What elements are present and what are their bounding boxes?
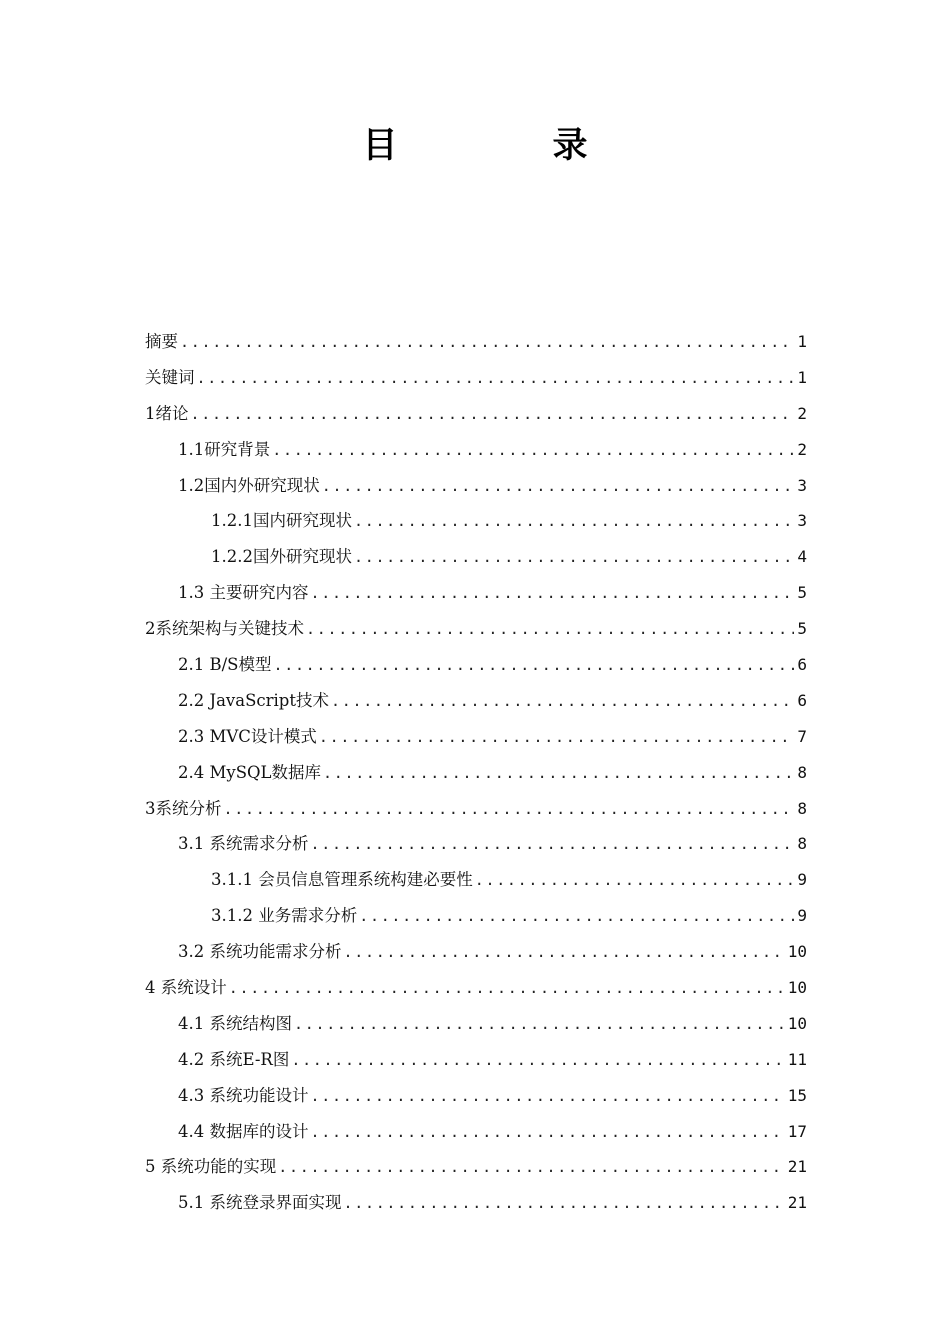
toc-page-number: 9 (797, 870, 807, 890)
toc-dot-leader (191, 397, 795, 433)
toc-entry-label: 4.1 系统结构图 (178, 1013, 292, 1033)
toc-entry[interactable] (145, 468, 807, 504)
toc-dot-leader (278, 1150, 784, 1186)
toc-dot-leader (229, 971, 785, 1007)
toc-entry[interactable] (145, 539, 807, 575)
toc-page-number: 10 (787, 942, 807, 962)
toc-entry[interactable] (145, 1006, 807, 1042)
toc-dot-leader (354, 540, 794, 576)
toc-entry[interactable] (145, 719, 807, 755)
toc-dot-leader (311, 576, 795, 612)
toc-dot-leader (331, 684, 794, 720)
toc-entry-label: 5.1 系统登录界面实现 (178, 1193, 342, 1213)
toc-entry-label: 1.1研究背景 (178, 439, 271, 459)
toc-entry[interactable] (145, 862, 807, 898)
toc-entry[interactable] (145, 611, 807, 647)
page-title: 目 录 (362, 125, 648, 166)
toc-entry-label: 1绪论 (145, 403, 189, 423)
toc-entry-label: 1.2国内外研究现状 (178, 475, 320, 495)
toc-dot-leader (311, 1079, 785, 1115)
toc-entry-label: 4.4 数据库的设计 (178, 1121, 309, 1141)
toc-page-number: 4 (797, 547, 807, 567)
toc-entry-label: 3.2 系统功能需求分析 (178, 942, 342, 962)
toc-page-number: 8 (797, 798, 807, 818)
toc-page-number: 6 (797, 690, 807, 710)
toc-entry[interactable] (145, 575, 807, 611)
toc-entry-label: 3.1.2 业务需求分析 (211, 906, 358, 926)
toc-dot-leader (344, 1186, 785, 1222)
toc-dot-leader (197, 361, 795, 397)
toc-entry[interactable] (145, 396, 807, 432)
toc-dot-leader (180, 325, 794, 361)
toc-entry[interactable] (145, 898, 807, 934)
toc-entry-label: 2.2 JavaScript技术 (178, 690, 329, 710)
toc-entry[interactable] (145, 1114, 807, 1150)
toc-entry[interactable] (145, 1042, 807, 1078)
toc-entry-label: 1.2.2国外研究现状 (211, 547, 352, 567)
toc-entry-label: 4.3 系统功能设计 (178, 1085, 309, 1105)
toc-dot-leader (323, 756, 794, 792)
toc-page-number: 5 (797, 619, 807, 639)
toc-entry-label: 3.1.1 会员信息管理系统构建必要性 (211, 870, 473, 890)
toc-entry[interactable] (145, 755, 807, 791)
toc-page-number: 7 (797, 726, 807, 746)
toc-dot-leader (311, 1115, 785, 1151)
toc-entry[interactable] (145, 826, 807, 862)
toc-entry-label: 3.1 系统需求分析 (178, 834, 309, 854)
toc-page-number: 2 (797, 403, 807, 423)
toc-page-number: 10 (787, 1013, 807, 1033)
toc-entry[interactable] (145, 324, 807, 360)
toc-entry-label: 1.3 主要研究内容 (178, 583, 309, 603)
toc-entry[interactable] (145, 683, 807, 719)
toc-dot-leader (322, 469, 795, 505)
toc-dot-leader (224, 792, 795, 828)
toc-dot-leader (319, 720, 794, 756)
toc-entry[interactable] (145, 360, 807, 396)
toc-entry[interactable] (145, 432, 807, 468)
toc-page-number: 1 (797, 367, 807, 387)
toc-dot-leader (354, 504, 794, 540)
toc-entry-label: 4 系统设计 (145, 978, 227, 998)
toc-page-number: 3 (797, 475, 807, 495)
toc-dot-leader (273, 648, 794, 684)
toc-entry[interactable] (145, 503, 807, 539)
toc-entry-label: 3系统分析 (145, 798, 222, 818)
toc-page-number: 21 (787, 1193, 807, 1213)
toc-page-number: 1 (797, 332, 807, 351)
toc-page-number: 3 (797, 511, 807, 531)
toc-page-number: 11 (787, 1049, 807, 1069)
toc-entry-label: 关键词 (145, 367, 195, 387)
toc-entry-label: 1.2.1国内研究现状 (211, 511, 352, 531)
toc-entry-label: 5 系统功能的实现 (145, 1157, 277, 1177)
toc-page-number: 2 (797, 439, 807, 459)
toc-page-number: 9 (797, 906, 807, 926)
toc-dot-leader (359, 899, 794, 935)
toc-page-number: 5 (797, 583, 807, 603)
toc-dot-leader (291, 1043, 784, 1079)
toc-dot-leader (475, 863, 795, 899)
toc-entry-label: 2.3 MVC设计模式 (178, 726, 317, 746)
toc-page-number: 17 (787, 1121, 807, 1141)
toc-entry[interactable] (145, 1078, 807, 1114)
toc-entry-label: 2.1 B/S模型 (178, 655, 272, 675)
toc-dot-leader (294, 1007, 785, 1043)
toc-entry[interactable] (145, 1185, 807, 1221)
toc-page-number: 15 (787, 1085, 807, 1105)
toc-entry[interactable] (145, 1149, 807, 1185)
toc-page-number: 8 (797, 762, 807, 782)
table-of-contents (145, 324, 807, 1221)
toc-entry-label: 摘要 (145, 332, 178, 351)
toc-dot-leader (344, 935, 785, 971)
toc-entry[interactable] (145, 970, 807, 1006)
toc-dot-leader (306, 612, 794, 648)
toc-entry-label: 2系统架构与关键技术 (145, 619, 304, 639)
toc-entry[interactable] (145, 791, 807, 827)
toc-page-number: 8 (797, 834, 807, 854)
toc-entry[interactable] (145, 647, 807, 683)
toc-dot-leader (311, 827, 795, 863)
toc-dot-leader (272, 433, 794, 469)
toc-entry-label: 4.2 系统E-R图 (178, 1049, 290, 1069)
toc-page-number: 21 (787, 1157, 807, 1177)
toc-entry-label: 2.4 MySQL数据库 (178, 762, 321, 782)
toc-entry[interactable] (145, 934, 807, 970)
toc-page-number: 6 (797, 655, 807, 675)
toc-page-number: 10 (787, 978, 807, 998)
